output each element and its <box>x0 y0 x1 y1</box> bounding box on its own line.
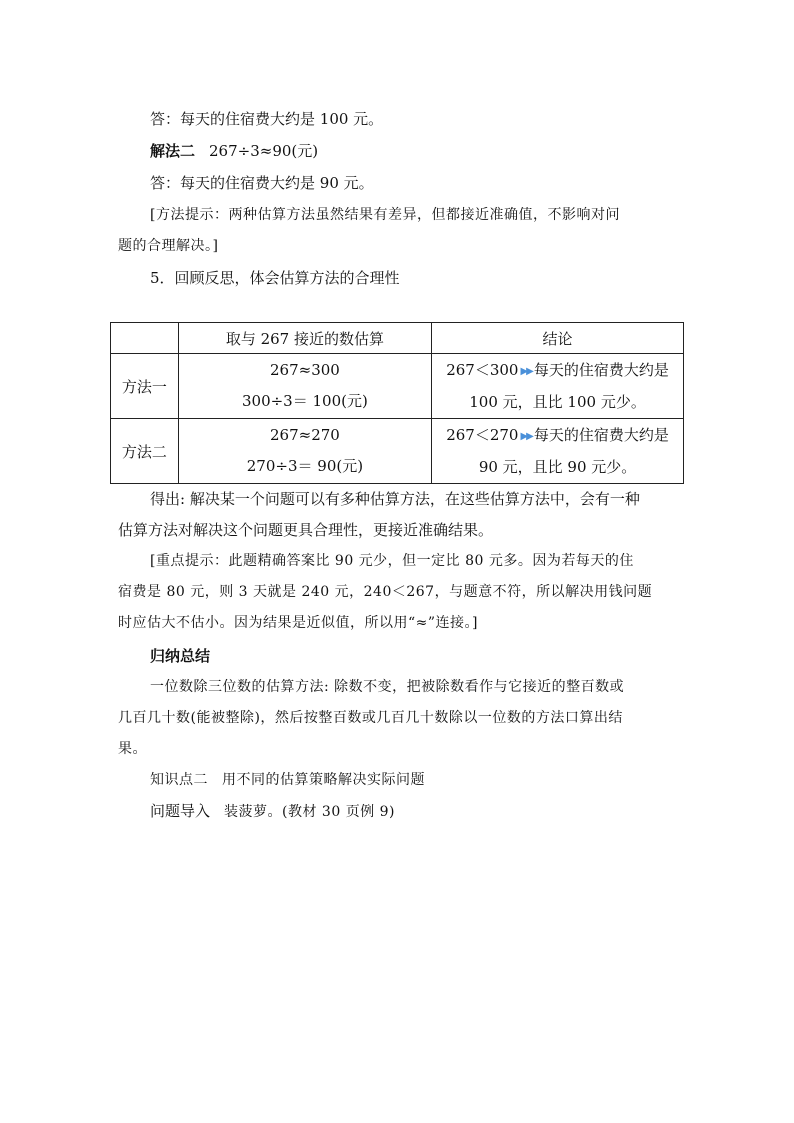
key-tip-line-1: [重点提示：此题精确答案比 90 元少，但一定比 80 元多。因为若每天的住 <box>150 553 634 569</box>
table-header-cell: 结论 <box>432 323 684 354</box>
method-2-label: 解法二 <box>150 142 196 160</box>
estimation-table <box>110 322 684 484</box>
conclusion-line: 90 元，且比 90 元少。 <box>478 457 637 476</box>
method-2-line <box>150 141 318 161</box>
table-row <box>111 419 684 484</box>
knowledge-point-label: 知识点二 <box>150 772 208 788</box>
problem-intro <box>150 801 395 822</box>
key-tip-line-3: 时应估大不估小。因为结果是近似值，所以用“≈”连接。] <box>118 615 479 631</box>
calc-line: 267≈300 <box>270 361 340 379</box>
summary-line-3: 果。 <box>118 741 147 757</box>
calc-line: 267≈270 <box>270 426 340 444</box>
conclusion-text: 每天的住宿费大约是 <box>533 425 669 444</box>
conclusion-line-1: 得出: 解决某一个问题可以有多种估算方法，在这些估算方法中，会有一种 <box>150 490 640 508</box>
conclusion-line <box>432 420 683 452</box>
conclusion-cell <box>432 419 684 484</box>
double-chevron-right-icon: ▶▶ <box>520 365 532 377</box>
method-label-cell: 方法二 <box>111 419 179 484</box>
calc-line: 300÷3＝ 100(元) <box>241 392 368 410</box>
table-header-row <box>111 323 684 354</box>
problem-intro-label: 问题导入 <box>150 802 211 820</box>
knowledge-point-title: 用不同的估算策略解决实际问题 <box>222 772 425 788</box>
comparison-text: 267＜270 <box>446 425 519 444</box>
calculation-cell <box>178 419 431 484</box>
conclusion-cell <box>432 354 684 419</box>
table-row <box>111 354 684 419</box>
method-tip-line-2: 题的合理解决。] <box>118 238 219 254</box>
key-tip-line-2: 宿费是 80 元，则 3 天就是 240 元，240＜267，与题意不符，所以解决用钱问题 <box>118 584 653 600</box>
summary-line-2: 几百几十数(能被整除)，然后按整百数或几百几十数除以一位数的方法口算出结 <box>118 710 623 726</box>
method-label-cell: 方法一 <box>111 354 179 419</box>
conclusion-line: 100 元，且比 100 元少。 <box>469 392 646 411</box>
summary-line-1: 一位数除三位数的估算方法: 除数不变，把被除数看作与它接近的整百数或 <box>150 679 625 695</box>
conclusion-text: 每天的住宿费大约是 <box>533 360 669 379</box>
method-tip-line-1: [方法提示：两种估算方法虽然结果有差异，但都接近准确值，不影响对问 <box>150 207 620 223</box>
summary-title: 归纳总结 <box>150 647 211 665</box>
problem-intro-text: 装菠萝。(教材 30 页例 9) <box>224 804 396 820</box>
calc-line: 270÷3＝ 90(元) <box>246 457 364 475</box>
knowledge-point-2 <box>150 770 425 790</box>
conclusion-line <box>432 355 683 387</box>
double-chevron-right-icon: ▶▶ <box>520 430 532 442</box>
method-2-expression: 267÷3≈90(元) <box>209 142 319 160</box>
conclusion-line-2: 估算方法对解决这个问题更具合理性，更接近准确结果。 <box>118 521 494 539</box>
comparison-text: 267＜300 <box>446 360 519 379</box>
answer-1: 答：每天的住宿费大约是 100 元。 <box>150 110 384 128</box>
calculation-cell <box>178 354 431 419</box>
step-5-heading: 5．回顾反思，体会估算方法的合理性 <box>150 269 400 287</box>
table-header-cell <box>111 323 179 354</box>
answer-2: 答：每天的住宿费大约是 90 元。 <box>150 174 374 192</box>
table-header-cell: 取与 267 接近的数估算 <box>178 323 431 354</box>
